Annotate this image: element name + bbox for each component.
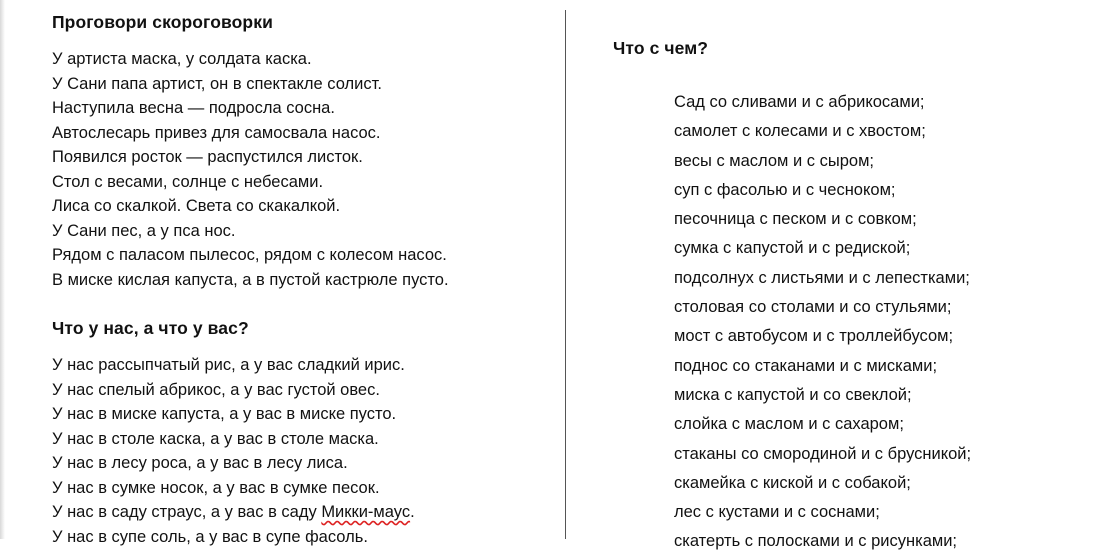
list-item: В миске кислая капуста, а в пустой кастрюле пусто. — [52, 270, 449, 289]
list-item: У Сани пес, а у пса нос. — [52, 221, 236, 240]
list-item: У Сани папа артист, он в спектакле солист. — [52, 74, 382, 93]
section-title-tongue-twisters: Проговори скороговорки — [52, 12, 273, 32]
list-item — [52, 500, 415, 525]
tongue-twister-list — [52, 47, 449, 292]
column-divider — [565, 10, 566, 539]
list-item: сумка с капустой и с редиской; — [674, 239, 911, 258]
list-item: У нас в столе каска, а у вас в столе маска. — [52, 429, 379, 448]
what-with-what-list — [674, 88, 971, 557]
list-item: миска с капустой и со свеклой; — [674, 385, 912, 404]
list-item: У нас в лесу роса, а у вас в лесу лиса. — [52, 454, 348, 472]
list-item: мост с автобусом и с троллейбусом; — [674, 327, 954, 346]
list-item: лес с кустами и с соснами; — [674, 503, 880, 522]
line-text: У нас в саду страус, а у вас в саду — [52, 503, 322, 521]
list-item: Наступила весна — подросла сосна. — [52, 99, 335, 117]
list-item: У артиста маска, у солдата каска. — [52, 50, 312, 68]
list-item: поднос со стаканами и с мисками; — [674, 356, 938, 375]
list-item: столовая со столами и со стульями; — [674, 298, 952, 317]
what-we-have-list — [52, 353, 415, 549]
section-title-what-we-have: Что у нас, а что у вас? — [52, 318, 249, 338]
list-item: Автослесарь привез для самосвала насос. — [52, 123, 381, 142]
list-item: Стол с весами, солнце с небесами. — [52, 172, 324, 191]
list-item: скамейка с киской и с собакой; — [674, 473, 911, 492]
list-item: У нас в миске капуста, а у вас в миске пусто. — [52, 405, 397, 423]
list-item: Появился росток — распустился листок. — [52, 148, 363, 166]
section-title-what-with-what: Что с чем? — [613, 38, 709, 58]
line-text: . — [410, 503, 415, 521]
list-item: суп с фасолью и с чесноком; — [674, 180, 896, 199]
list-item: У нас в супе соль, а у вас в супе фасоль. — [52, 527, 368, 546]
list-item: Сад со сливами и с абрикосами; — [674, 93, 925, 111]
list-item: подсолнух с листьями и с лепестками; — [674, 268, 970, 287]
list-item: весы с маслом и с сыром; — [674, 151, 874, 170]
list-item: Рядом с паласом пылесос, рядом с колесом насос. — [52, 246, 447, 264]
list-item: слойка с маслом и с сахаром; — [674, 415, 904, 434]
list-item: У нас в сумке носок, а у вас в сумке песок. — [52, 478, 380, 497]
spellcheck-flagged-word[interactable]: Микки-маус — [321, 503, 411, 521]
list-item: У нас рассыпчатый рис, а у вас сладкий ирис. — [52, 356, 405, 374]
list-item: скатерть с полосками и с рисунками; — [674, 532, 958, 551]
list-item: Лиса со скалкой. Света со скакалкой. — [52, 197, 341, 215]
list-item: песочница с песком и с совком; — [674, 210, 917, 229]
list-item: самолет с колесами и с хвостом; — [674, 122, 926, 141]
list-item: У нас спелый абрикос, а у вас густой овес. — [52, 380, 380, 399]
page-edge-shadow — [0, 0, 5, 539]
list-item: стаканы со смородиной и с брусникой; — [674, 444, 972, 463]
